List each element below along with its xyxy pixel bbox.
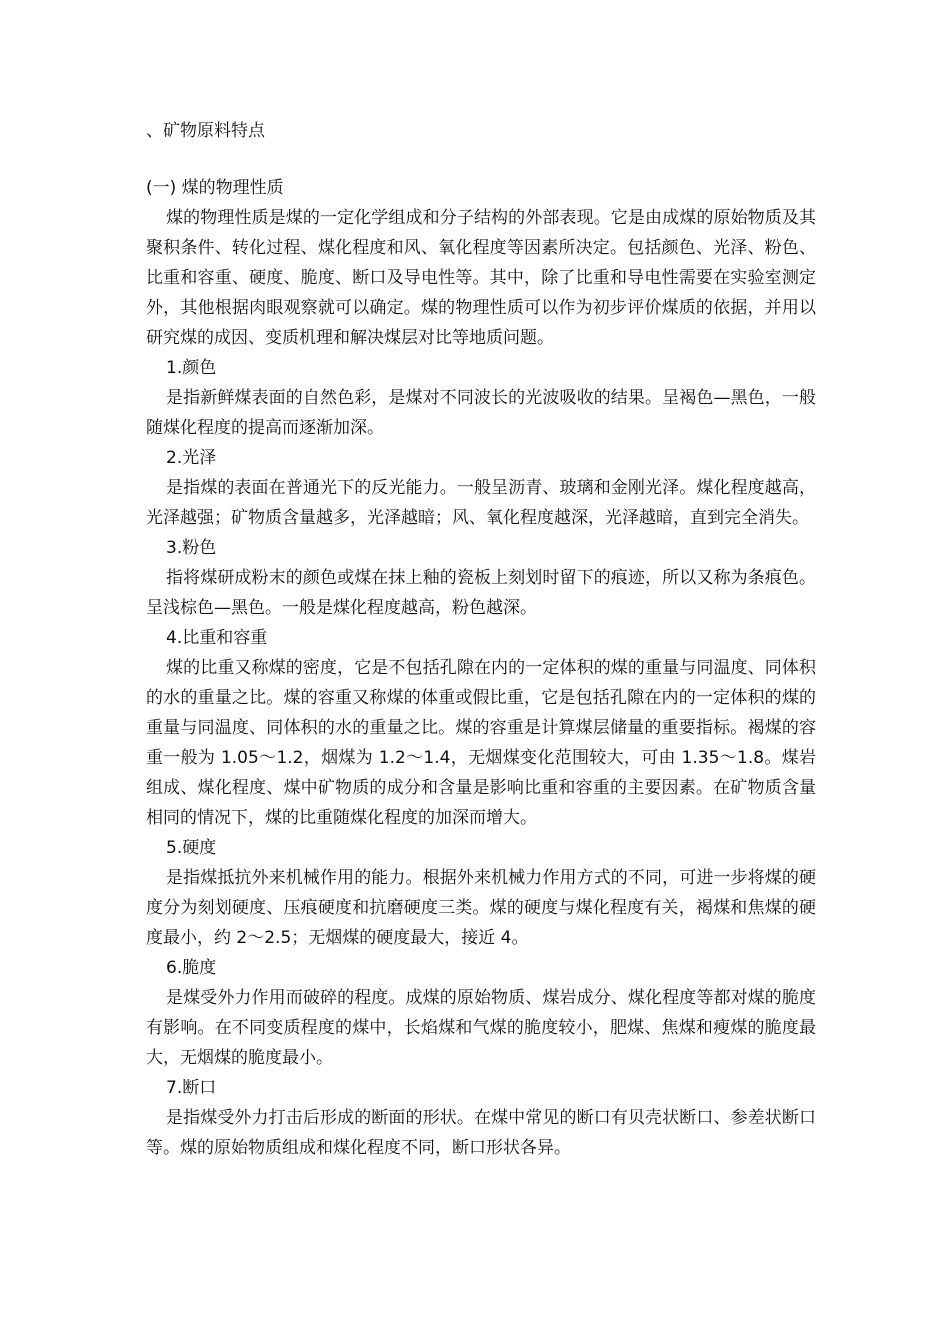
subsection-text-density: 煤的比重又称煤的密度，它是不包括孔隙在内的一定体积的煤的重量与同温度、同体积的水的重量之比。煤的容重又称煤的体重或假比重，它是包括孔隙在内的一定体积的煤的重量与同温度、同体积的水的重量之比。煤的容重是计算煤层储量的重要指标。褐煤的容重一般为 1.05～1.2，烟煤为 1.2～1.4，无烟煤变化范围较大，可由 1.35～1.8。煤岩组成、煤化程度、煤中矿物质的成分和含量是影响比重和容重的主要因素。在矿物质含量相同的情况下，煤的比重随煤化程度的加深而增大。 — [146, 658, 816, 828]
subsection-heading-brittleness: 6.脆度 — [166, 958, 217, 978]
subsection-heading-density: 4.比重和容重 — [166, 628, 268, 648]
document-body — [146, 173, 816, 1163]
intro-paragraph: 煤的物理性质是煤的一定化学组成和分子结构的外部表现。它是由成煤的原始物质及其聚积条件、转化过程、煤化程度和风、氧化程度等因素所决定。包括颜色、光泽、粉色、比重和容重、硬度、脆度、断口及导电性等。其中，除了比重和导电性需要在实验室测定外，其他根据肉眼观察就可以确定。煤的物理性质可以作为初步评价煤质的依据，并用以研究煤的成因、变质机理和解决煤层对比等地质问题。 — [146, 208, 816, 348]
subsection-heading-color: 1.颜色 — [166, 358, 217, 378]
subsection-heading-hardness: 5.硬度 — [166, 838, 217, 858]
subsection-heading-fracture: 7.断口 — [166, 1078, 217, 1098]
subsection-heading-luster: 2.光泽 — [166, 448, 217, 468]
subsection-text-brittleness: 是煤受外力作用而破碎的程度。成煤的原始物质、煤岩成分、煤化程度等都对煤的脆度有影响。在不同变质程度的煤中，长焰煤和气煤的脆度较小，肥煤、焦煤和瘦煤的脆度最大，无烟煤的脆度最小。 — [146, 988, 816, 1068]
subsection-text-fracture: 是指煤受外力打击后形成的断面的形状。在煤中常见的断口有贝壳状断口、参差状断口等。煤的原始物质组成和煤化程度不同，断口形状各异。 — [146, 1108, 816, 1158]
subsection-text-streak: 指将煤研成粉末的颜色或煤在抹上釉的瓷板上刻划时留下的痕迹，所以又称为条痕色。呈浅棕色—黑色。一般是煤化程度越高，粉色越深。 — [146, 568, 816, 618]
subsection-text-hardness: 是指煤抵抗外来机械作用的能力。根据外来机械力作用方式的不同，可进一步将煤的硬度分为刻划硬度、压痕硬度和抗磨硬度三类。煤的硬度与煤化程度有关，褐煤和焦煤的硬度最小，约 2～2.5；无烟煤的硬度最大，接近 4。 — [146, 868, 816, 948]
section-heading: (一) 煤的物理性质 — [146, 178, 284, 198]
subsection-text-luster: 是指煤的表面在普通光下的反光能力。一般呈沥青、玻璃和金刚光泽。煤化程度越高，光泽越强；矿物质含量越多，光泽越暗；风、氧化程度越深，光泽越暗，直到完全消失。 — [146, 478, 816, 528]
document-title: 、矿物原料特点 — [146, 121, 265, 141]
subsection-heading-streak: 3.粉色 — [166, 538, 217, 558]
subsection-text-color: 是指新鲜煤表面的自然色彩，是煤对不同波长的光波吸收的结果。呈褐色—黑色，一般随煤化程度的提高而逐渐加深。 — [146, 388, 816, 438]
